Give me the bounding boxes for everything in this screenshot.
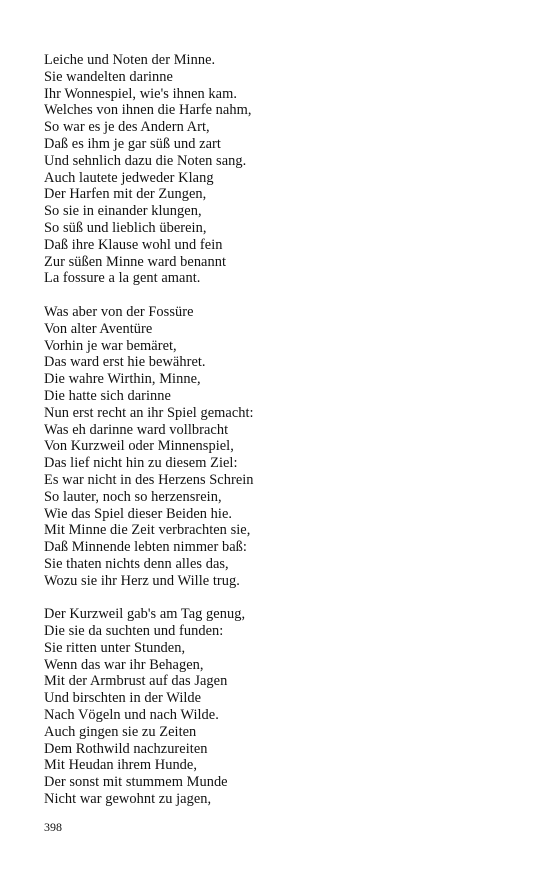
verse-line: Sie thaten nichts denn alles das, — [44, 555, 229, 572]
verse-line: Auch lautete jedweder Klang — [44, 169, 214, 186]
verse-line: Nicht war gewohnt zu jagen, — [44, 791, 212, 808]
verse-line: Vorhin je war bemäret, — [44, 337, 177, 354]
verse-line: Wie das Spiel dieser Beiden hie. — [44, 505, 233, 522]
verse-line: Von Kurzweil oder Minnenspiel, — [44, 438, 234, 455]
verse-line: Ihr Wonnespiel, wie's ihnen kam. — [44, 85, 238, 102]
stanza-1 — [44, 52, 514, 287]
verse-line: Daß Minnende lebten nimmer baß: — [44, 539, 247, 556]
page-number: 398 — [44, 820, 62, 834]
verse-line: Nach Vögeln und nach Wilde. — [44, 707, 219, 724]
verse-line: Daß es ihm je gar süß und zart — [44, 135, 221, 152]
verse-line: Der Harfen mit der Zungen, — [44, 186, 207, 203]
verse-line: Mit der Armbrust auf das Jagen — [44, 673, 228, 690]
verse-line: Wenn das war ihr Behagen, — [44, 656, 204, 673]
verse-line: Von alter Aventüre — [44, 320, 153, 337]
verse-line: Die wahre Wirthin, Minne, — [44, 371, 201, 388]
verse-line: Es war nicht in des Herzens Schrein — [44, 471, 254, 488]
verse-line: Welches von ihnen die Harfe nahm, — [44, 102, 252, 119]
verse-line: So lauter, noch so herzensrein, — [44, 488, 222, 505]
verse-line: Daß ihre Klause wohl und fein — [44, 236, 223, 253]
verse-line: Zur süßen Minne ward benannt — [44, 253, 227, 270]
verse-line: Wozu sie ihr Herz und Wille trug. — [44, 572, 240, 589]
verse-line: Das lief nicht hin zu diesem Ziel: — [44, 455, 238, 472]
verse-line: Nun erst recht an ihr Spiel gemacht: — [44, 404, 254, 421]
verse-line: Der sonst mit stummem Munde — [44, 774, 228, 791]
verse-line: Und birschten in der Wilde — [44, 690, 202, 707]
verse-line: Mit Heudan ihrem Hunde, — [44, 757, 198, 774]
verse-line: Sie ritten unter Stunden, — [44, 639, 186, 656]
verse-line: Leiche und Noten der Minne. — [44, 52, 216, 68]
verse-line: Mit Minne die Zeit verbrachten sie, — [44, 522, 251, 539]
poem-text — [44, 52, 514, 808]
verse-line: Was eh darinne ward vollbracht — [44, 421, 229, 438]
verse-line: Was aber von der Fossüre — [44, 303, 194, 320]
verse-line: La fossure a la gent amant. — [44, 270, 201, 287]
verse-line: Sie wandelten darinne — [44, 68, 173, 85]
verse-line: Das ward erst hie bewähret. — [44, 354, 206, 371]
verse-line: So sie in einander klungen, — [44, 203, 202, 220]
verse-line: So süß und lieblich überein, — [44, 219, 207, 236]
verse-line: Auch gingen sie zu Zeiten — [44, 723, 197, 740]
verse-line: Und sehnlich dazu die Noten sang. — [44, 152, 247, 169]
verse-line: Dem Rothwild nachzureiten — [44, 740, 208, 757]
verse-line: Der Kurzweil gab's am Tag genug, — [44, 606, 246, 623]
verse-line: So war es je des Andern Art, — [44, 119, 210, 136]
verse-line: Die hatte sich darinne — [44, 387, 171, 404]
stanza-3 — [44, 606, 514, 808]
verse-line: Die sie da suchten und funden: — [44, 623, 224, 640]
stanza-2 — [44, 304, 514, 590]
